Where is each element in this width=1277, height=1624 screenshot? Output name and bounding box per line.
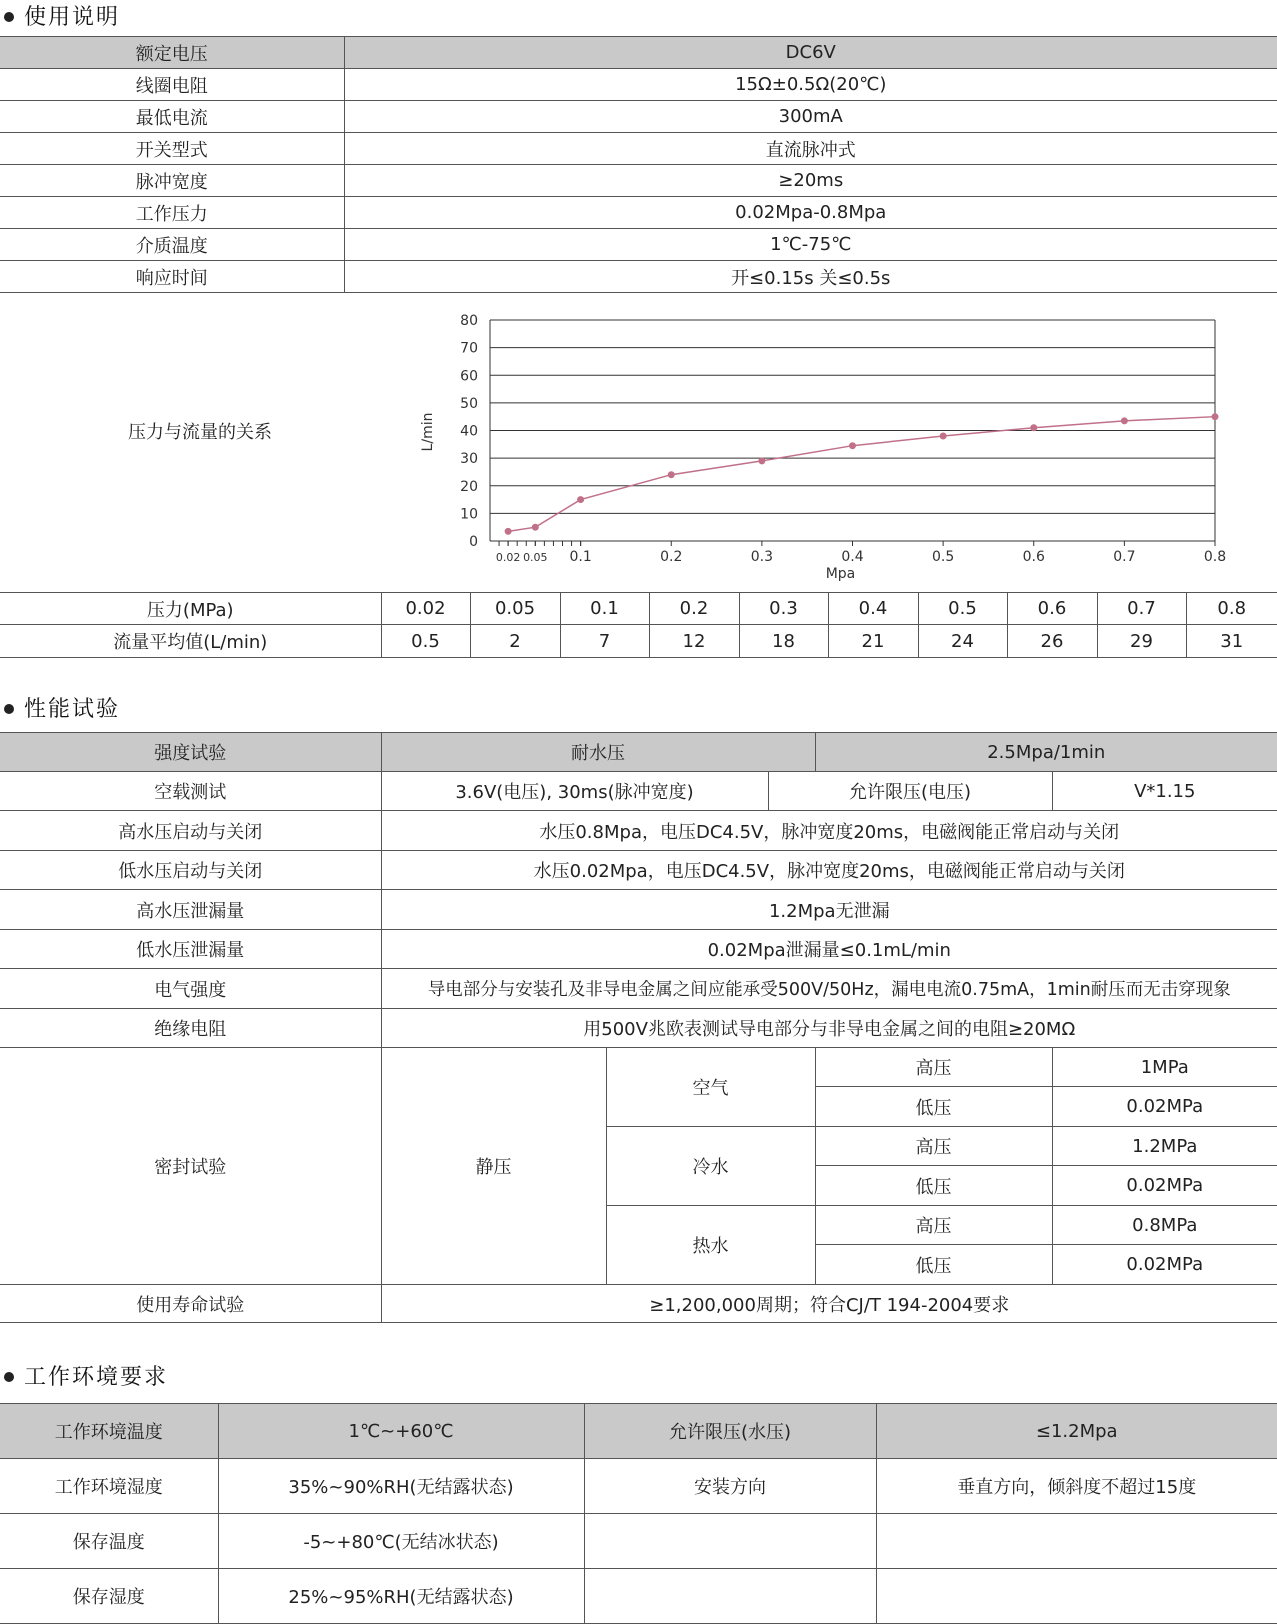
pressure-cell: 0.4: [828, 593, 918, 625]
x-tick-label: 0.2: [660, 549, 683, 565]
seal-value: 0.02MPa: [1052, 1245, 1277, 1285]
pressure-flow-chart: [420, 305, 1227, 587]
y-tick-label: 40: [460, 423, 478, 440]
section-title-text: 工作环境要求: [24, 1365, 169, 1390]
table-row: [0, 969, 1277, 1009]
chart-caption: 压力与流量的关系: [128, 422, 272, 443]
perf-value: 耐水压: [381, 733, 815, 772]
env-value: 25%~95%RH(无结露状态): [218, 1569, 584, 1624]
data-point: [940, 433, 947, 440]
usage-value: 15Ω±0.5Ω(20℃): [344, 69, 1277, 101]
flow-cell: 29: [1097, 625, 1186, 658]
perf-value: 1.2Mpa无泄漏: [381, 890, 1277, 930]
perf-value: 水压0.8Mpa，电压DC4.5V，脉冲宽度20ms，电磁阀能正常启动与关闭: [381, 811, 1277, 851]
pressure-cell: 0.2: [649, 593, 739, 625]
env-label: 保存温度: [0, 1514, 218, 1569]
table-row: [0, 930, 1277, 969]
y-tick-label: 70: [460, 340, 478, 357]
env-label: 安装方向: [584, 1459, 876, 1514]
bullet-icon: [4, 704, 14, 714]
env-empty: [584, 1514, 876, 1569]
table-row: [0, 625, 1277, 658]
perf-value: 用500V兆欧表测试导电部分与非导电金属之间的电阻≥20MΩ: [381, 1009, 1277, 1048]
table-row: [0, 1009, 1277, 1048]
data-point: [532, 524, 539, 531]
environment-table: [0, 1403, 1277, 1624]
seal-static: 静压: [381, 1048, 606, 1285]
flow-cell: 24: [918, 625, 1007, 658]
perf-label: 使用寿命试验: [0, 1285, 381, 1323]
section-title-text: 性能试验: [24, 697, 121, 722]
table-row: [0, 593, 1277, 625]
table-row: [0, 1514, 1277, 1569]
x-tick-label: 0.7: [1113, 549, 1136, 565]
flow-cell: 12: [649, 625, 739, 658]
y-tick-label: 30: [460, 451, 478, 468]
usage-label: 线圈电阻: [0, 69, 344, 101]
perf-label: 电气强度: [0, 969, 381, 1009]
table-row: [0, 101, 1277, 133]
env-label: 保存湿度: [0, 1569, 218, 1624]
seal-high: 高压: [815, 1206, 1052, 1245]
pressure-cell: 0.5: [918, 593, 1007, 625]
x-tick-label: 0.6: [1022, 549, 1045, 565]
perf-label: 强度试验: [0, 733, 381, 772]
env-value: 垂直方向，倾斜度不超过15度: [876, 1459, 1277, 1514]
usage-value: DC6V: [344, 37, 1277, 69]
table-row: [0, 229, 1277, 261]
table-row: [0, 165, 1277, 197]
seal-low: 低压: [815, 1087, 1052, 1127]
perf-label: 高水压启动与关闭: [0, 811, 381, 851]
usage-label: 开关型式: [0, 133, 344, 165]
table-row: [0, 1048, 1277, 1087]
flow-cell: 18: [739, 625, 828, 658]
seal-value: 0.8MPa: [1052, 1206, 1277, 1245]
data-point: [1121, 417, 1128, 424]
flow-cell: 31: [1186, 625, 1277, 658]
usage-label: 介质温度: [0, 229, 344, 261]
x-axis-label: Mpa: [825, 566, 856, 582]
section-title-performance: [0, 692, 120, 723]
env-empty: [876, 1569, 1277, 1624]
seal-value: 1.2MPa: [1052, 1127, 1277, 1166]
usage-value: 300mA: [344, 101, 1277, 133]
perf-label: 绝缘电阻: [0, 1009, 381, 1048]
usage-label: 工作压力: [0, 197, 344, 229]
data-point: [1030, 424, 1037, 431]
pressure-header: 压力(MPa): [0, 593, 381, 625]
table-row: [0, 1569, 1277, 1624]
flow-header: 流量平均值(L/min): [0, 625, 381, 658]
usage-value: 0.02Mpa-0.8Mpa: [344, 197, 1277, 229]
seal-label: 密封试验: [0, 1048, 381, 1285]
usage-value: 直流脉冲式: [344, 133, 1277, 165]
usage-label: 额定电压: [0, 37, 344, 69]
table-row: [0, 811, 1277, 851]
usage-value: 开≤0.15s 关≤0.5s: [344, 261, 1277, 293]
x-tick-label: 0.1: [569, 549, 592, 565]
seal-value: 1MPa: [1052, 1048, 1277, 1087]
seal-value: 0.02MPa: [1052, 1166, 1277, 1206]
perf-value: 允许限压(电压): [768, 772, 1052, 811]
pressure-cell: 0.02: [381, 593, 470, 625]
seal-value: 0.02MPa: [1052, 1087, 1277, 1127]
seal-hot: 热水: [606, 1206, 815, 1285]
perf-value: 导电部分与安装孔及非导电金属之间应能承受500V/50Hz，漏电电流0.75mA，1min耐压而无击穿现象: [381, 969, 1277, 1009]
perf-value: 0.02Mpa泄漏量≤0.1mL/min: [381, 930, 1277, 969]
data-point: [505, 528, 512, 535]
flow-cell: 0.5: [381, 625, 470, 658]
env-value: 35%~90%RH(无结露状态): [218, 1459, 584, 1514]
seal-low: 低压: [815, 1166, 1052, 1206]
env-label: 工作环境湿度: [0, 1459, 218, 1514]
y-tick-label: 80: [460, 313, 478, 329]
performance-table: [0, 732, 1277, 1323]
pressure-cell: 0.7: [1097, 593, 1186, 625]
table-row: [0, 1404, 1277, 1459]
table-row: [0, 133, 1277, 165]
flow-cell: 2: [470, 625, 560, 658]
table-row: [0, 69, 1277, 101]
table-row: [0, 1285, 1277, 1323]
perf-value: V*1.15: [1052, 772, 1277, 811]
seal-high: 高压: [815, 1127, 1052, 1166]
seal-high: 高压: [815, 1048, 1052, 1087]
table-row: [0, 1459, 1277, 1514]
section-title-text: 使用说明: [24, 5, 121, 30]
perf-label: 高水压泄漏量: [0, 890, 381, 930]
table-row: [0, 890, 1277, 930]
y-tick-label: 0: [469, 534, 478, 550]
pressure-cell: 0.1: [560, 593, 649, 625]
env-empty: [584, 1569, 876, 1624]
data-point: [1212, 413, 1219, 420]
perf-value: 3.6V(电压), 30ms(脉冲宽度): [381, 772, 768, 811]
pressure-cell: 0.8: [1186, 593, 1277, 625]
flow-cell: 21: [828, 625, 918, 658]
table-row: [0, 772, 1277, 811]
perf-value: 水压0.02Mpa，电压DC4.5V，脉冲宽度20ms，电磁阀能正常启动与关闭: [381, 851, 1277, 890]
series-line: [508, 417, 1215, 532]
flow-cell: 7: [560, 625, 649, 658]
usage-value: ≥20ms: [344, 165, 1277, 197]
table-row: [0, 733, 1277, 772]
data-point: [577, 496, 584, 503]
env-value: 1℃~+60℃: [218, 1404, 584, 1459]
x-tick-label: 0.05: [523, 551, 548, 564]
y-tick-label: 20: [460, 478, 478, 495]
usage-value: 1℃-75℃: [344, 229, 1277, 261]
table-row: [0, 261, 1277, 293]
table-row: [0, 197, 1277, 229]
bullet-icon: [4, 12, 14, 22]
usage-label: 响应时间: [0, 261, 344, 293]
x-tick-label: 0.8: [1203, 549, 1227, 565]
usage-label: 脉冲宽度: [0, 165, 344, 197]
env-label: 工作环境温度: [0, 1404, 218, 1459]
pressure-cell: 0.3: [739, 593, 828, 625]
table-row: [0, 37, 1277, 69]
env-value: -5~+80℃(无结冰状态): [218, 1514, 584, 1569]
seal-air: 空气: [606, 1048, 815, 1127]
bullet-icon: [4, 1372, 14, 1382]
perf-label: 低水压启动与关闭: [0, 851, 381, 890]
x-tick-label: 0.4: [841, 549, 864, 565]
env-empty: [876, 1514, 1277, 1569]
pressure-cell: 0.05: [470, 593, 560, 625]
data-point: [849, 442, 856, 449]
section-title-usage: [0, 0, 120, 31]
table-row: [0, 851, 1277, 890]
data-point: [758, 457, 765, 464]
flow-cell: 26: [1007, 625, 1097, 658]
x-tick-label: 0.5: [931, 549, 955, 565]
pressure-cell: 0.6: [1007, 593, 1097, 625]
seal-cold: 冷水: [606, 1127, 815, 1206]
env-value: ≤1.2Mpa: [876, 1404, 1277, 1459]
x-tick-label: 0.3: [750, 549, 774, 565]
y-tick-label: 50: [460, 395, 478, 412]
env-label: 允许限压(水压): [584, 1404, 876, 1459]
usage-label: 最低电流: [0, 101, 344, 133]
y-tick-label: 10: [460, 506, 478, 523]
section-title-environment: [0, 1360, 168, 1391]
perf-label: 空载测试: [0, 772, 381, 811]
flow-table: [0, 592, 1277, 658]
x-tick-label: 0.02: [495, 551, 521, 564]
data-point: [668, 471, 675, 478]
usage-table: [0, 36, 1277, 293]
y-tick-label: 60: [460, 368, 478, 385]
seal-low: 低压: [815, 1245, 1052, 1285]
perf-value: 2.5Mpa/1min: [815, 733, 1277, 772]
perf-label: 低水压泄漏量: [0, 930, 381, 969]
perf-value: ≥1,200,000周期；符合CJ/T 194-2004要求: [381, 1285, 1277, 1323]
y-axis-label: L/min: [420, 412, 436, 452]
